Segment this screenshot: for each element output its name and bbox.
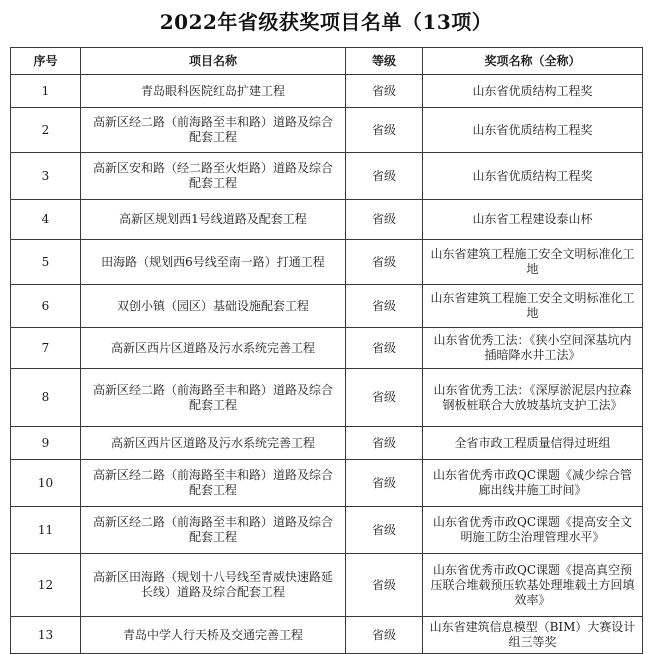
cell-project-name: 高新区规划西1号线道路及配套工程: [81, 200, 346, 240]
cell-award-name: 山东省建筑信息模型（BIM）大赛设计组三等奖: [423, 617, 643, 654]
cell-serial-number: 6: [11, 285, 81, 328]
cell-serial-number: 3: [11, 153, 81, 200]
cell-award-name: 全省市政工程质量信得过班组: [423, 427, 643, 460]
table-row: [11, 369, 643, 427]
cell-award-name: 山东省优秀工法：《深厚淤泥层内拉森钢板桩联合大放坡基坑支护工法》: [423, 369, 643, 427]
cell-project-name: 双创小镇（园区）基础设施配套工程: [81, 285, 346, 328]
cell-award-name: 山东省优秀工法：《狭小空间深基坑内插暗降水井工法》: [423, 328, 643, 369]
table-row: [11, 240, 643, 285]
cell-award-name: 山东省优秀市政QC课题《提高真空预压联合堆载预压软基处理堆载土方回填效率》: [423, 554, 643, 617]
cell-award-name: 山东省优秀市政QC课题《提高安全文明施工防尘治理管理水平》: [423, 507, 643, 554]
table-header-row: [11, 48, 643, 75]
cell-project-name: 高新区经二路（前海路至丰和路）道路及综合配套工程: [81, 460, 346, 507]
header-project-name: 项目名称: [81, 48, 346, 75]
header-level: 等级: [346, 48, 423, 75]
cell-serial-number: 10: [11, 460, 81, 507]
cell-award-name: 山东省优质结构工程奖: [423, 108, 643, 153]
table-row: [11, 460, 643, 507]
cell-serial-number: 1: [11, 75, 81, 108]
cell-project-name: 青岛中学人行天桥及交通完善工程: [81, 617, 346, 654]
cell-award-name: 山东省工程建设泰山杯: [423, 200, 643, 240]
cell-award-name: 山东省建筑工程施工安全文明标准化工地: [423, 240, 643, 285]
cell-serial-number: 5: [11, 240, 81, 285]
cell-level: 省级: [346, 460, 423, 507]
cell-project-name: 高新区西片区道路及污水系统完善工程: [81, 427, 346, 460]
cell-serial-number: 13: [11, 617, 81, 654]
cell-level: 省级: [346, 200, 423, 240]
cell-project-name: 高新区经二路（前海路至丰和路）道路及综合配套工程: [81, 369, 346, 427]
cell-serial-number: 11: [11, 507, 81, 554]
cell-project-name: 高新区安和路（经二路至火炬路）道路及综合配套工程: [81, 153, 346, 200]
cell-project-name: 高新区田海路（规划十八号线至青威快速路延长线）道路及综合配套工程: [81, 554, 346, 617]
cell-level: 省级: [346, 617, 423, 654]
cell-award-name: 山东省优质结构工程奖: [423, 153, 643, 200]
cell-project-name: 田海路（规划西6号线至南一路）打通工程: [81, 240, 346, 285]
cell-project-name: 高新区西片区道路及污水系统完善工程: [81, 328, 346, 369]
cell-award-name: 山东省建筑工程施工安全文明标准化工地: [423, 285, 643, 328]
cell-project-name: 青岛眼科医院红岛扩建工程: [81, 75, 346, 108]
cell-serial-number: 8: [11, 369, 81, 427]
cell-serial-number: 12: [11, 554, 81, 617]
table-row: [11, 200, 643, 240]
table-row: [11, 427, 643, 460]
cell-level: 省级: [346, 75, 423, 108]
table-row: [11, 285, 643, 328]
cell-serial-number: 2: [11, 108, 81, 153]
cell-level: 省级: [346, 427, 423, 460]
header-award-name: 奖项名称（全称）: [423, 48, 643, 75]
cell-level: 省级: [346, 369, 423, 427]
cell-serial-number: 7: [11, 328, 81, 369]
table-row: [11, 75, 643, 108]
cell-project-name: 高新区经二路（前海路至丰和路）道路及综合配套工程: [81, 507, 346, 554]
table-row: [11, 108, 643, 153]
cell-level: 省级: [346, 153, 423, 200]
cell-serial-number: 4: [11, 200, 81, 240]
cell-level: 省级: [346, 328, 423, 369]
header-serial-number: 序号: [11, 48, 81, 75]
table-row: [11, 617, 643, 654]
table-row: [11, 328, 643, 369]
awards-table: [10, 47, 643, 654]
table-row: [11, 507, 643, 554]
table-row: [11, 554, 643, 617]
cell-level: 省级: [346, 554, 423, 617]
cell-level: 省级: [346, 507, 423, 554]
cell-serial-number: 9: [11, 427, 81, 460]
cell-award-name: 山东省优质结构工程奖: [423, 75, 643, 108]
table-row: [11, 153, 643, 200]
cell-award-name: 山东省优秀市政QC课题《减少综合管廊出线井施工时间》: [423, 460, 643, 507]
cell-project-name: 高新区经二路（前海路至丰和路）道路及综合配套工程: [81, 108, 346, 153]
cell-level: 省级: [346, 240, 423, 285]
cell-level: 省级: [346, 285, 423, 328]
document-title: 2022年省级获奖项目名单（13项）: [159, 10, 493, 34]
cell-level: 省级: [346, 108, 423, 153]
